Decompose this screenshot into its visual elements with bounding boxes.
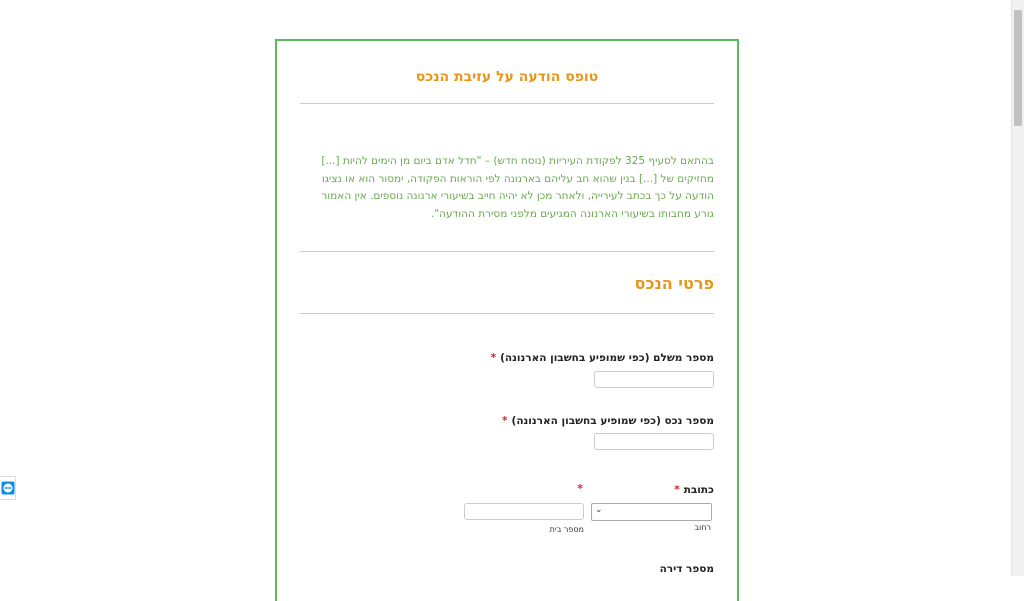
street-select[interactable]	[591, 503, 712, 521]
payer-number-input[interactable]	[594, 371, 714, 388]
section-title: פרטי הנכס	[634, 274, 714, 293]
teamviewer-icon	[1, 481, 15, 495]
house-number-sublabel: מספר בית	[549, 525, 584, 534]
address-label	[674, 484, 714, 496]
intro-divider	[300, 251, 714, 252]
house-number-input[interactable]	[464, 503, 584, 520]
form-title: טופס הודעה על עזיבת הנכס	[415, 69, 599, 85]
street-sublabel: רחוב	[694, 523, 711, 532]
required-asterisk: *	[490, 352, 497, 364]
property-number-label	[502, 415, 714, 427]
apartment-label: מספר דירה	[659, 563, 714, 575]
intro-text: בהתאם לסעיף 325 לפקודת העיריות (נוסח חדש) – "חדל אדם ביום מן הימים להיות [...] מחזיקים של [...] בנין שהוא חב עליהם בארנונה לפי הוראות הפקודה, ימסור הוא או נציגו הודעה על כך בכתב לעירייה, ולאחר מכן לא יהיה חייב בשיעורי ארנונה נוספים. אין האמור גורע מחבותו בשיעורי הארנונה המגיעים מלפני מסירת ההודעה".	[321, 155, 714, 220]
chevron-down-icon: ⌄	[595, 505, 603, 515]
title-divider	[300, 103, 714, 104]
scrollbar-thumb[interactable]	[1014, 10, 1022, 126]
section-divider	[300, 313, 714, 314]
payer-number-label-text: מספר משלם (כפי שמופיע בחשבון הארנונה)	[500, 352, 714, 364]
payer-number-label	[491, 352, 714, 364]
house-number-required-asterisk: *	[577, 482, 583, 495]
form-card	[275, 39, 739, 601]
required-asterisk: *	[674, 484, 680, 496]
address-label-text: כתובת	[683, 484, 714, 496]
property-number-input[interactable]	[594, 433, 714, 450]
property-number-label-text: מספר נכס (כפי שמופיע בחשבון הארנונה)	[511, 415, 714, 427]
vertical-scrollbar[interactable]	[1011, 0, 1024, 576]
required-asterisk: *	[502, 415, 508, 427]
side-widget[interactable]	[0, 476, 16, 500]
